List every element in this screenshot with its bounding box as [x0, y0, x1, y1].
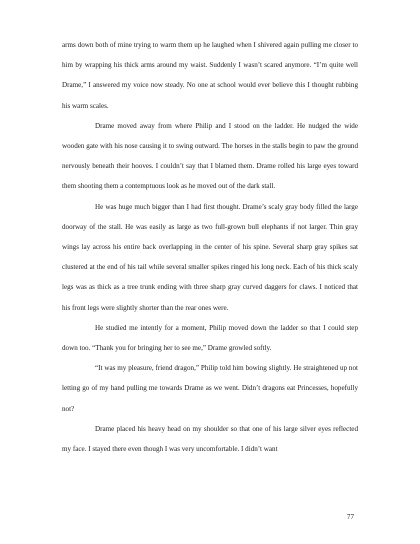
paragraph-1: arms down both of mine trying to warm them up he laughed when I shivered again pulling me closer to him by wrapping his thick arms around my waist. Suddenly I wasn’t scared anymore. “I’m quite well Drame,” I answered my voice now steady. No one at school would ever believe this I thought rubbing his warm scales. [62, 41, 358, 110]
page-number: 77 [346, 513, 354, 521]
paragraph-6: Drame placed his heavy head on my shoulder so that one of his large silver eyes reflected my face. I stayed there even though I was very uncomfortable. I didn’t want [62, 424, 358, 454]
body-text [62, 35, 358, 459]
paragraph-5: “It was my pleasure, friend dragon,” Philip told him bowing slightly. He straightened up not letting go of my hand pulling me towards Drame as we went. Didn’t dragons eat Princesses, hopefully not? [62, 364, 358, 413]
paragraph-3: He was huge much bigger than I had first thought. Drame’s scaly gray body filled the large doorway of the stall. He was easily as large as two full-grown bull elephants if not larger. Thin gray wings lay across his entire back overlapping in the center of his spine. Several sharp gray spikes sat clustered at the end of his tail while several smaller spikes ringed his long neck. Each of his thick scaly legs was as thick as a tree trunk ending with three sharp gray curved daggers for claws. I noticed that his front legs were slightly shorter than the rear ones were. [62, 202, 358, 312]
paragraph-2: Drame moved away from where Philip and I stood on the ladder. He nudged the wide wooden gate with his nose causing it to swing outward. The horses in the stalls begin to paw the ground nervously beneath their hooves. I couldn’t say that I blamed them. Drame rolled his large eyes toward them shooting them a contemptuous look as he moved out of the dark stall. [62, 121, 358, 191]
paragraph-4: He studied me intently for a moment, Philip moved down the ladder so that I could step down too. “Thank you for bringing her to see me,” Drame growled softly. [62, 323, 358, 353]
